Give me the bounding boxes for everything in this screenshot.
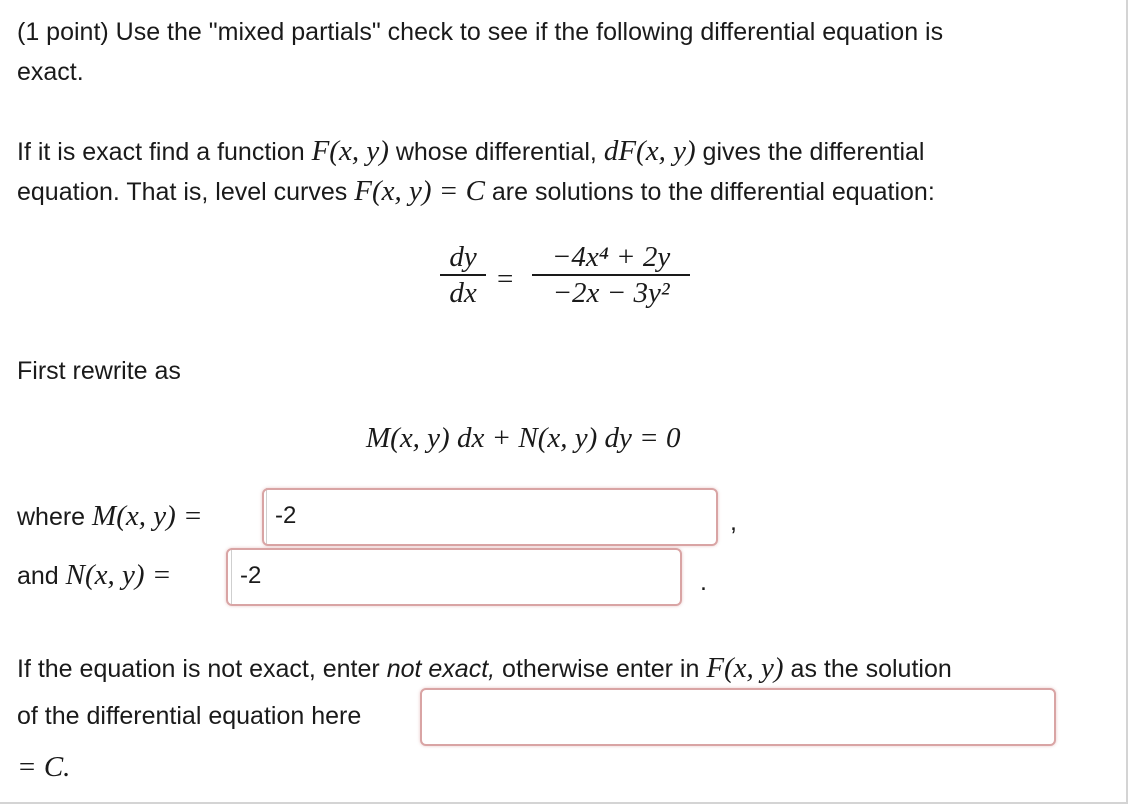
p2-text-d: equation. That is, level curves	[17, 178, 355, 206]
math-level-curve: F(x, y) = C	[354, 175, 485, 207]
math-N-label: N(x, y) =	[65, 559, 172, 591]
p3-text-a: If the equation is not exact, enter	[17, 655, 387, 683]
solution-input[interactable]	[420, 688, 1056, 746]
and-text: and	[17, 562, 66, 590]
dy-numerator: dy	[449, 241, 477, 273]
p3-text-c: as the solution	[783, 655, 952, 683]
p2-text-b: whose differential,	[388, 138, 604, 166]
problem-paragraph3-line2: of the differential equation here	[17, 702, 362, 730]
M-prefix: -2	[266, 488, 296, 544]
dy-dx-fraction	[440, 240, 486, 310]
p2-text-e: are solutions to the differential equation:	[484, 178, 935, 206]
mn-form-equation: M(x, y) dx + N(x, y) dy = 0	[366, 422, 681, 454]
rhs-numerator: −4x⁴ + 2y	[551, 241, 671, 273]
and-N-label	[17, 556, 171, 595]
where-text: where	[17, 503, 93, 531]
M-input[interactable]	[262, 488, 718, 546]
math-dFxy: dF(x, y)	[603, 135, 696, 167]
problem-paragraph2-line1	[17, 132, 924, 171]
equals-sign: =	[497, 263, 514, 295]
problem-intro-line2: exact.	[17, 58, 84, 86]
where-M-label	[17, 497, 203, 536]
comma-after-M: ,	[730, 508, 737, 536]
p3-not-exact: not exact,	[386, 655, 496, 683]
rhs-denominator: −2x − 3y²	[552, 277, 670, 309]
math-Fxy: F(x, y)	[311, 135, 389, 167]
problem-paragraph3-line1	[17, 649, 952, 688]
N-prefix: -2	[231, 548, 261, 604]
math-Fxy-2: F(x, y)	[706, 652, 784, 684]
first-rewrite-text: First rewrite as	[17, 357, 181, 385]
N-input[interactable]	[226, 548, 682, 606]
p2-text-a: If it is exact find a function	[17, 138, 312, 166]
rhs-fraction	[532, 240, 690, 310]
dx-denominator: dx	[449, 277, 477, 309]
p3-text-b: otherwise enter in	[495, 655, 707, 683]
math-M-label: M(x, y) =	[92, 500, 203, 532]
problem-intro-line1: (1 point) Use the "mixed partials" check to see if the following differential equation is	[17, 18, 944, 46]
period-after-N: .	[700, 568, 707, 596]
equals-C: = C.	[17, 751, 71, 783]
p2-text-c: gives the differential	[695, 138, 925, 166]
problem-paragraph2-line2	[17, 172, 935, 211]
